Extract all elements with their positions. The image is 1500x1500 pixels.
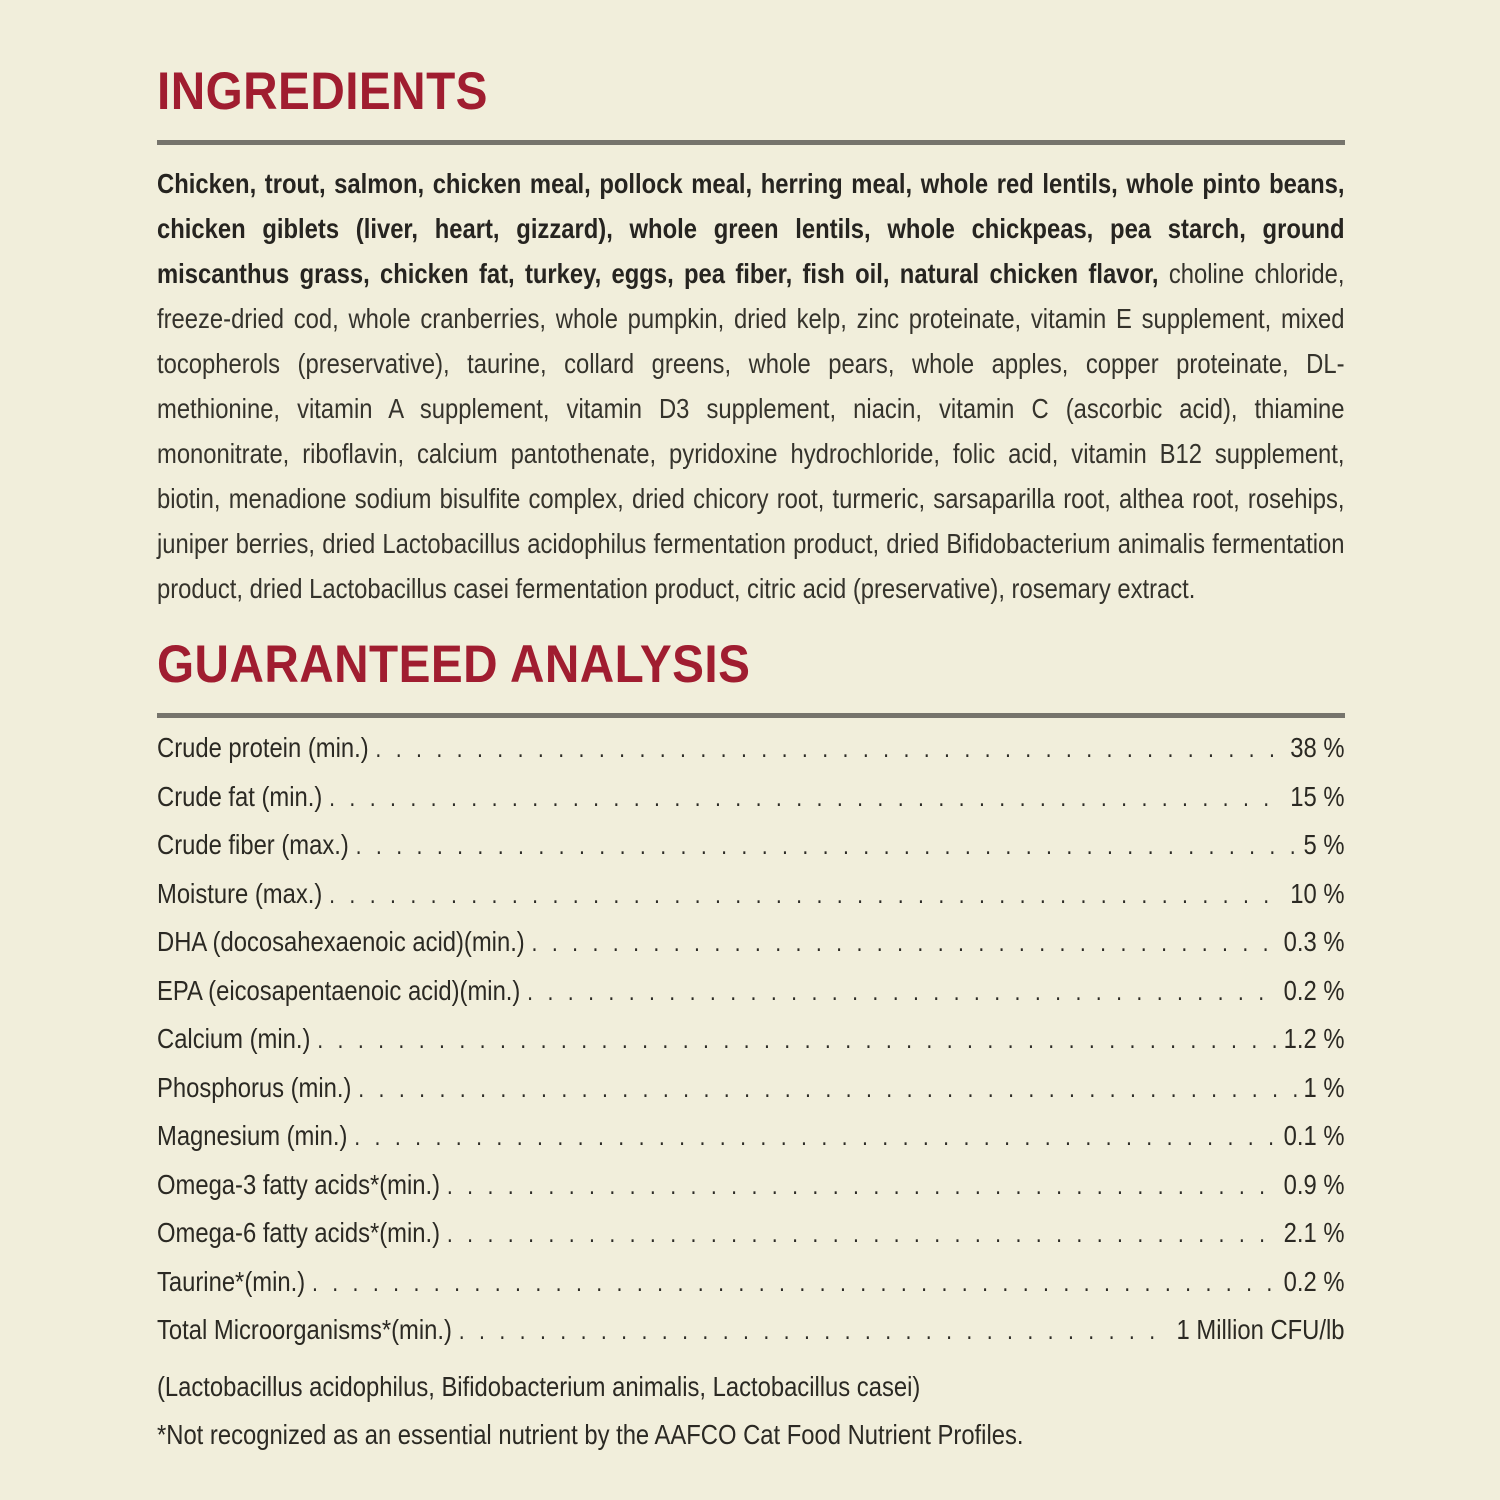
analysis-label: Taurine*(min.) [157, 1265, 306, 1297]
analysis-row [157, 1023, 1345, 1072]
analysis-divider [157, 713, 1345, 718]
analysis-heading: GUARANTEED ANALYSIS [157, 635, 751, 694]
dot-leader [317, 1026, 1277, 1055]
analysis-label: Calcium (min.) [157, 1023, 311, 1054]
dot-leader [329, 881, 1283, 910]
analysis-value: 5 % [1303, 829, 1345, 860]
analysis-label: Total Microorganisms*(min.) [157, 1314, 452, 1345]
dot-leader [459, 1317, 1170, 1346]
ingredients-primary-list: Chicken, trout, salmon, chicken meal, pollock meal, herring meal, whole red lentils, whole pinto beans, chicken giblets (liver, heart, gizzard), whole green lentils, whole chickpeas, pea starch, ground miscanthus grass, chicken fat, turkey, eggs, pea fiber, fish oil, natural chicken flavor, [157, 168, 1345, 289]
analysis-row [157, 1072, 1345, 1121]
analysis-row [157, 829, 1345, 878]
analysis-row [157, 732, 1345, 781]
analysis-row [157, 878, 1345, 927]
dot-leader [356, 832, 1297, 861]
analysis-table [157, 732, 1345, 1363]
dot-leader [312, 1269, 1277, 1298]
analysis-label: Omega-6 fatty acids*(min.) [157, 1217, 441, 1248]
analysis-label: Moisture (max.) [157, 877, 323, 909]
ingredients-text [157, 161, 1345, 611]
analysis-value: 2.1 % [1283, 1217, 1345, 1248]
analysis-label: Phosphorus (min.) [157, 1071, 352, 1103]
analysis-row [157, 1120, 1345, 1169]
dot-leader [375, 735, 1283, 764]
ingredients-secondary-list: choline chloride, freeze-dried cod, whole cranberries, whole pumpkin, dried kelp, zinc proteinate, vitamin E supplement, mixed tocopherols (preservative), taurine, collard greens, whole pears, whole apples, copper proteinate, DL-methionine, vitamin A supplement, vitamin D3 supplement, niacin, vitamin C (ascorbic acid), thiamine mononitrate, riboflavin, calcium pantothenate, pyridoxine hydrochloride, folic acid, vitamin B12 supplement, biotin, menadione sodium bisulfite complex, dried chicory root, turmeric, sarsaparilla root, althea root, rosehips, juniper berries, dried Lactobacillus acidophilus fermentation product, dried Bifidobacterium animalis fermentation product, dried Lactobacillus casei fermentation product, citric acid (preservative), rosemary extract. [157, 258, 1345, 604]
analysis-label: Crude fiber (max.) [157, 829, 349, 860]
guaranteed-analysis-section [157, 637, 1345, 1459]
dot-leader [447, 1220, 1277, 1249]
dot-leader [329, 784, 1283, 813]
analysis-label: Omega-3 fatty acids*(min.) [157, 1168, 441, 1200]
analysis-value: 38 % [1290, 732, 1345, 763]
analysis-row [157, 1217, 1345, 1266]
dot-leader [358, 1075, 1296, 1104]
analysis-value: 0.2 % [1283, 1265, 1345, 1297]
microorganisms-note: (Lactobacillus acidophilus, Bifidobacterium animalis, Lactobacillus casei) [157, 1370, 921, 1402]
analysis-row [157, 926, 1345, 975]
analysis-value: 15 % [1290, 780, 1345, 812]
analysis-label: EPA (eicosapentaenoic acid)(min.) [157, 974, 521, 1006]
dot-leader [354, 1123, 1277, 1152]
analysis-row [157, 1169, 1345, 1218]
analysis-label: DHA (docosahexaenoic acid)(min.) [157, 926, 525, 957]
analysis-value: 1 % [1303, 1071, 1345, 1103]
ingredients-divider [157, 140, 1345, 145]
ingredients-heading: INGREDIENTS [157, 62, 488, 121]
analysis-label: Crude protein (min.) [157, 732, 369, 763]
analysis-value: 0.2 % [1283, 974, 1345, 1006]
analysis-value: 0.3 % [1283, 926, 1345, 957]
ingredients-section [157, 64, 1345, 611]
dot-leader [532, 929, 1277, 958]
analysis-value: 1.2 % [1283, 1023, 1345, 1054]
analysis-value: 1 Million CFU/lb [1176, 1314, 1345, 1345]
dot-leader [527, 978, 1277, 1007]
analysis-value: 10 % [1290, 877, 1345, 909]
aafco-footnote: *Not recognized as an essential nutrient by the AAFCO Cat Food Nutrient Profiles. [157, 1418, 1024, 1450]
dot-leader [447, 1172, 1277, 1201]
analysis-value: 0.1 % [1283, 1120, 1345, 1151]
analysis-label: Crude fat (min.) [157, 780, 323, 812]
analysis-row [157, 781, 1345, 830]
analysis-value: 0.9 % [1283, 1168, 1345, 1200]
analysis-label: Magnesium (min.) [157, 1120, 348, 1151]
analysis-row [157, 975, 1345, 1024]
analysis-row [157, 1314, 1345, 1363]
analysis-row [157, 1266, 1345, 1315]
